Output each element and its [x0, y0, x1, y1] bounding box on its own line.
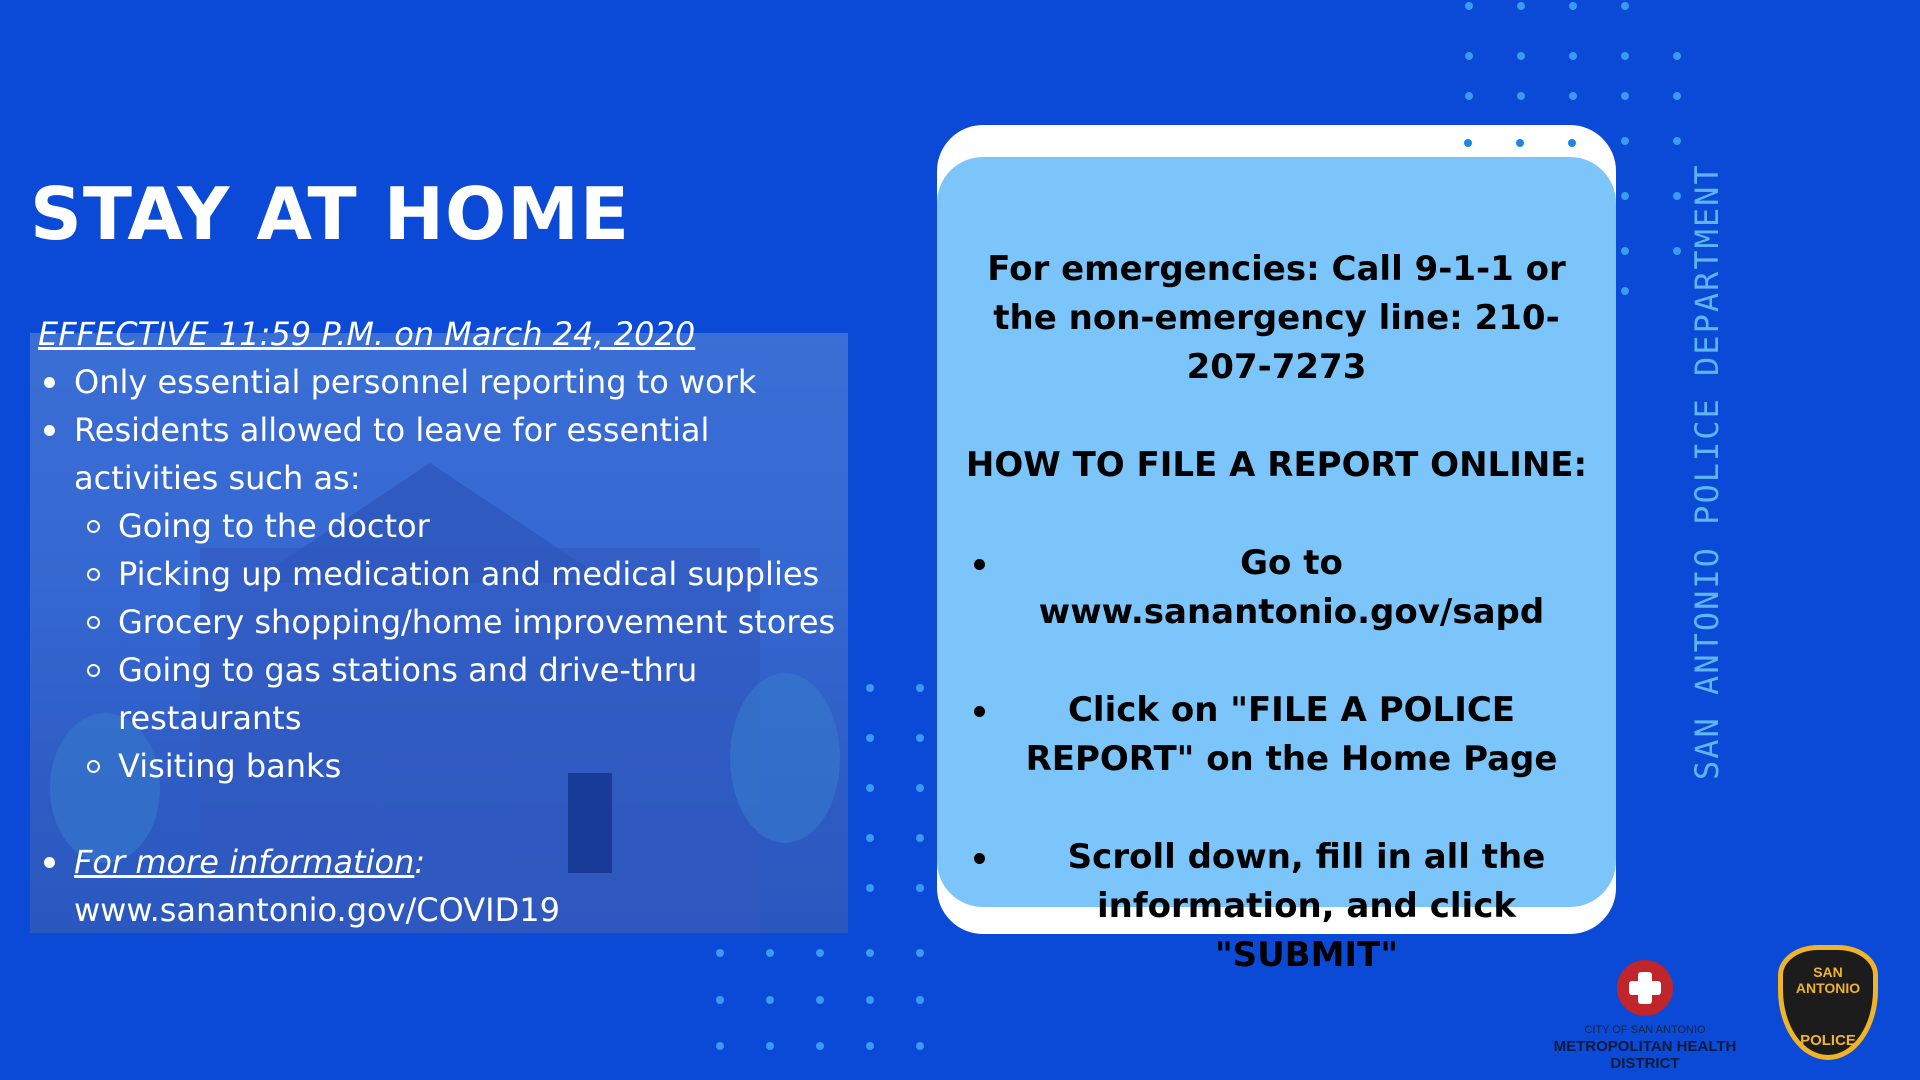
- more-info-colon: :: [414, 843, 426, 881]
- badge-top-text: SAN ANTONIO: [1795, 964, 1861, 996]
- effective-date: EFFECTIVE 11:59 P.M. on March 24, 2020: [38, 315, 696, 353]
- more-info-label: For more information: [74, 843, 415, 881]
- badge-bottom-text: POLICE: [1800, 1032, 1856, 1049]
- card-dot: [1516, 139, 1524, 147]
- activity-item: Visiting banks: [74, 742, 858, 790]
- report-steps-list: [937, 539, 1616, 980]
- police-badge-logo: [1778, 945, 1878, 1060]
- report-card: [937, 157, 1616, 975]
- sapd-vertical-label: SAN ANTONIO POLICE DEPARTMENT: [1688, 163, 1726, 780]
- report-step: Scroll down, fill in all the information, and click "SUBMIT": [937, 833, 1616, 980]
- bullet-more-info: [38, 838, 858, 934]
- health-logo-district: METROPOLITAN HEALTH DISTRICT: [1553, 1038, 1737, 1072]
- health-cross-icon: [1617, 960, 1673, 1016]
- file-report-heading: HOW TO FILE A REPORT ONLINE:: [965, 445, 1588, 485]
- stay-home-details: [38, 310, 858, 934]
- page-title: STAY AT HOME: [30, 172, 631, 256]
- activity-item: Grocery shopping/home improvement stores: [74, 598, 858, 646]
- card-dot: [1568, 139, 1576, 147]
- bullet-essential-personnel: Only essential personnel reporting to work: [38, 358, 858, 406]
- emergency-info: For emergencies: Call 9-1-1 or the non-emergency line: 210-207-7273: [987, 249, 1566, 387]
- card-dot: [1464, 139, 1472, 147]
- bullet-residents-text: Residents allowed to leave for essential activities such as:: [74, 411, 710, 497]
- more-info-url[interactable]: www.sanantonio.gov/COVID19: [74, 891, 560, 929]
- health-logo-city: CITY OF SAN ANTONIO: [1584, 1024, 1706, 1036]
- metro-health-logo: [1535, 960, 1755, 1072]
- more-info-list: [38, 838, 858, 934]
- activity-item: Going to gas stations and drive-thru restaurants: [74, 646, 858, 742]
- report-step: Click on "FILE A POLICE REPORT" on the Home Page: [937, 686, 1616, 784]
- bullet-residents-allowed: [38, 406, 858, 790]
- report-step: Go to www.sanantonio.gov/sapd: [937, 539, 1616, 637]
- essential-activities-list: [74, 502, 858, 790]
- activity-item: Going to the doctor: [74, 502, 858, 550]
- activity-item: Picking up medication and medical supplies: [74, 550, 858, 598]
- main-bullet-list: [38, 358, 858, 790]
